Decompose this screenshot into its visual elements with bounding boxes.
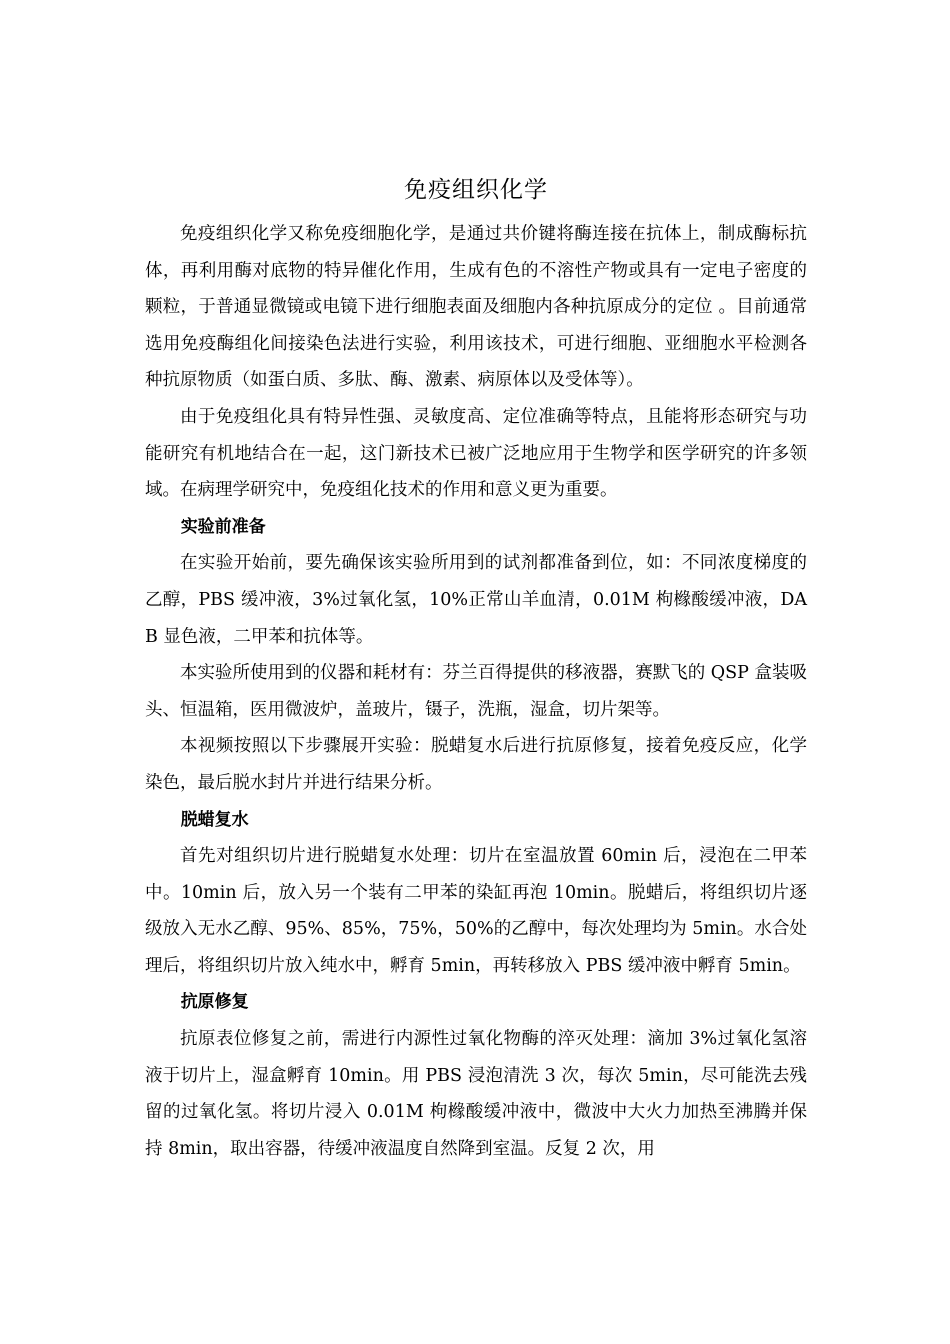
intro-paragraph-1: 免疫组织化学又称免疫细胞化学，是通过共价键将酶连接在抗体上，制成酶标抗体，再利用酶对底物的特异催化作用，生成有色的不溶性产物或具有一定电子密度的颗粒，于普通显微镜或电镜下进行细胞表面及细胞内各种抗原成分的定位 。目前通常选用免疫酶组化间接染色法进行实验，利用该技术，可进行细胞、亚细胞水平检测各种抗原物质（如蛋白质、多肽、酶、激素、病原体以及受体等）。 (145, 224, 807, 391)
document-title: 免疫组织化学 (404, 177, 548, 203)
section-heading-preparation: 实验前准备 (180, 516, 266, 537)
section-heading-antigen-retrieval: 抗原修复 (180, 992, 249, 1013)
dewaxing-paragraph: 首先对组织切片进行脱蜡复水处理：切片在室温放置 60min 后，浸泡在二甲苯中。10min 后，放入另一个装有二甲苯的染缸再泡 10min。脱蜡后，将组织切片逐级放入无水乙醇、95%、85%，75%，50%的乙醇中，每次处理均为 5min。水合处理后，将组织切片放入纯水中，孵育 5min，再转移放入 PBS 缓冲液中孵育 5min。 (145, 846, 807, 976)
preparation-paragraph-steps: 本视频按照以下步骤展开实验：脱蜡复水后进行抗原修复，接着免疫反应，化学染色，最后脱水封片并进行结果分析。 (145, 736, 807, 793)
section-heading-dewaxing: 脱蜡复水 (180, 809, 249, 830)
antigen-retrieval-paragraph: 抗原表位修复之前，需进行内源性过氧化物酶的淬灭处理：滴加 3%过氧化氢溶液于切片上，湿盒孵育 10min。用 PBS 浸泡清洗 3 次，每次 5min，尽可能洗去残留的过氧化氢。将切片浸入 0.01M 枸橼酸缓冲液中，微波中大火力加热至沸腾并保持 8min，取出容器，待缓冲液温度自然降到室温。反复 2 次，用 (145, 1029, 807, 1159)
intro-paragraph-2: 由于免疫组化具有特异性强、灵敏度高、定位准确等特点，且能将形态研究与功能研究有机地结合在一起，这门新技术已被广泛地应用于生物学和医学研究的许多领域。在病理学研究中，免疫组化技术的作用和意义更为重要。 (145, 406, 807, 501)
preparation-paragraph-instruments: 本实验所使用到的仪器和耗材有：芬兰百得提供的移液器，赛默飞的 QSP 盒装吸头、恒温箱，医用微波炉，盖玻片，镊子，洗瓶，湿盒，切片架等。 (145, 663, 807, 720)
preparation-paragraph-reagents: 在实验开始前，要先确保该实验所用到的试剂都准备到位，如：不同浓度梯度的乙醇，PBS 缓冲液，3%过氧化氢，10%正常山羊血清，0.01M 枸橼酸缓冲液，DAB 显色液，二甲苯和抗体等。 (145, 553, 807, 647)
document-body (145, 172, 807, 1167)
